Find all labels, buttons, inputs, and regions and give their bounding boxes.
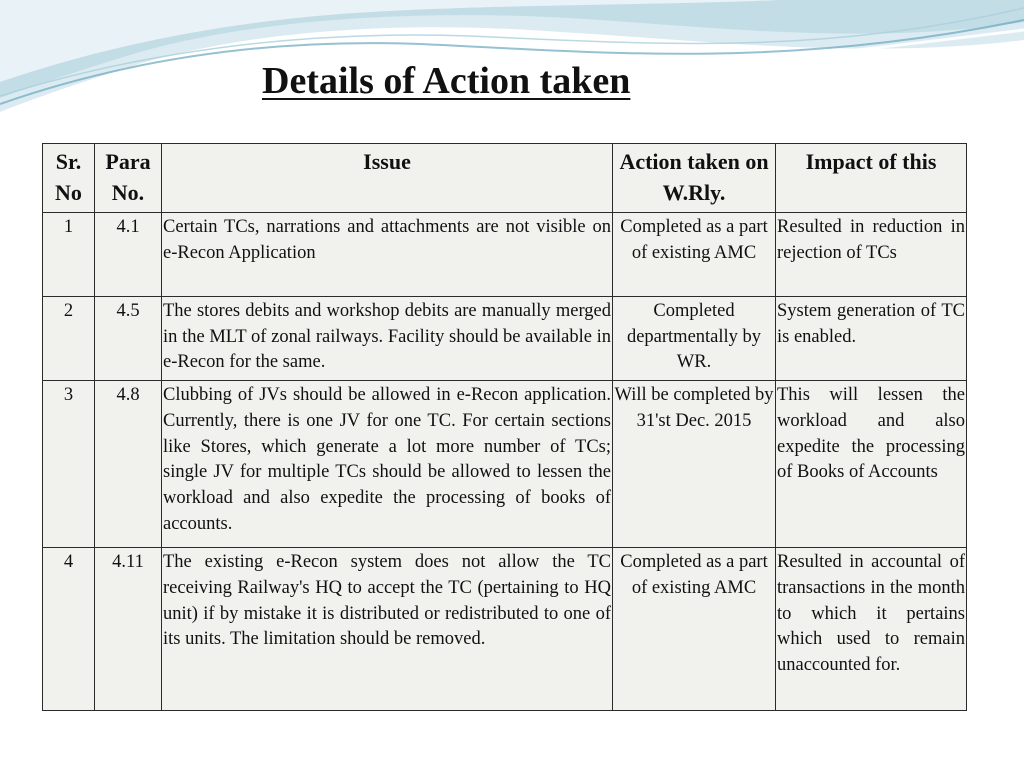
cell-para-no: 4.8 xyxy=(95,381,162,548)
cell-issue: The stores debits and workshop debits are manually merged in the MLT of zonal railways. Facility should be available in e-Recon for the same. xyxy=(162,297,613,381)
header-impact: Impact of this xyxy=(776,144,967,213)
table-header-row xyxy=(43,144,967,213)
cell-sr-no: 3 xyxy=(43,381,95,548)
header-sr-no: Sr. No xyxy=(43,144,95,213)
table-row xyxy=(43,297,967,381)
cell-impact: Resulted in reduction in rejection of TCs xyxy=(776,213,967,297)
slide-title: Details of Action taken xyxy=(262,60,631,102)
header-issue: Issue xyxy=(162,144,613,213)
cell-issue: Clubbing of JVs should be allowed in e-Recon application. Currently, there is one JV for one TC. For certain sections like Stores, which generate a lot more number of TCs; single JV for multiple TCs should be allowed to lessen the workload and also expedite the processing of books of accounts. xyxy=(162,381,613,548)
action-taken-table xyxy=(42,143,967,711)
cell-action-taken: Will be completed by 31'st Dec. 2015 xyxy=(613,381,776,548)
cell-sr-no: 2 xyxy=(43,297,95,381)
cell-para-no: 4.11 xyxy=(95,548,162,711)
cell-issue: The existing e-Recon system does not allow the TC receiving Railway's HQ to accept the TC (pertaining to HQ unit) if by mistake it is distributed or redistributed to one of its units. The limitation should be removed. xyxy=(162,548,613,711)
cell-impact: This will lessen the workload and also expedite the processing of Books of Accounts xyxy=(776,381,967,548)
cell-sr-no: 1 xyxy=(43,213,95,297)
cell-para-no: 4.5 xyxy=(95,297,162,381)
cell-sr-no: 4 xyxy=(43,548,95,711)
cell-impact: System generation of TC is enabled. xyxy=(776,297,967,381)
table-row xyxy=(43,381,967,548)
cell-impact: Resulted in accountal of transactions in the month to which it pertains which used to remain unaccounted for. xyxy=(776,548,967,711)
header-action-taken: Action taken on W.Rly. xyxy=(613,144,776,213)
table-row xyxy=(43,548,967,711)
cell-action-taken: Completed departmentally by WR. xyxy=(613,297,776,381)
cell-action-taken: Completed as a part of existing AMC xyxy=(613,213,776,297)
cell-issue: Certain TCs, narrations and attachments are not visible on e-Recon Application xyxy=(162,213,613,297)
header-para-no: Para No. xyxy=(95,144,162,213)
cell-action-taken: Completed as a part of existing AMC xyxy=(613,548,776,711)
cell-para-no: 4.1 xyxy=(95,213,162,297)
table-row xyxy=(43,213,967,297)
